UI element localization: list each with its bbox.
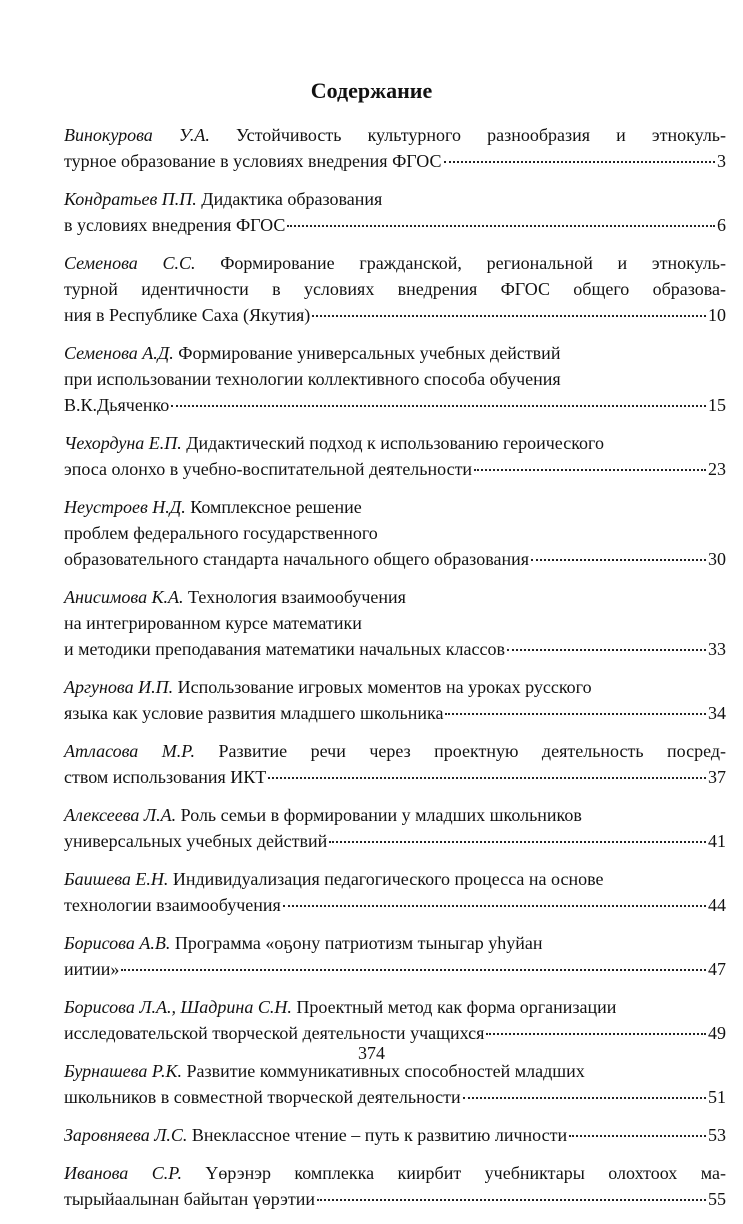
toc-entry-title: турной идентичности в условиях внедрения ФГОС общего образова- [64,279,726,299]
toc-entry-author: Аргунова И.П. [64,677,174,697]
toc-entry [64,250,726,328]
toc-entry-author: Алексеева Л.А. [64,805,177,825]
toc-entry-page: 53 [708,1125,726,1145]
toc-entry-author: Атласова М.Р. [64,741,195,761]
toc-entry-line [64,546,726,572]
toc-entry-author: Анисимова К.А. [64,587,184,607]
toc-entry-line [64,764,726,790]
toc-entry-line [64,738,726,764]
toc-entry-author: Чехордуна Е.П. [64,433,182,453]
toc-entry-title: Внеклассное чтение – путь к развитию личности [191,1125,568,1145]
toc-entry-title: исследовательской творческой деятельности учащихся [64,1023,485,1043]
toc-entry-page: 41 [708,831,726,851]
toc-entry-line [64,212,726,238]
toc-entry-page: 10 [708,305,726,325]
toc-entry-line [64,276,726,302]
toc-entry-title: на интегрированном курсе математики [64,613,362,633]
toc-entry-title: Формирование универсальных учебных действий [178,343,561,363]
toc-entry [64,994,726,1046]
toc-entry-title: тырыйаалынан байытан үөрэтии [64,1189,316,1209]
toc-entry-author: Семенова С.С. [64,253,196,273]
toc-entry-author: Борисова А.В. [64,933,171,953]
dot-leader [507,649,706,651]
toc-entry [64,674,726,726]
toc-entry-author: Иванова С.Р. [64,1163,182,1183]
toc-entry-line [64,930,726,956]
toc-entry [64,494,726,572]
toc-entry-line [64,430,726,456]
toc-entry-title: Использование игровых моментов на уроках русского [177,677,592,697]
toc-entry-author: Заровняева Л.С. [64,1125,188,1145]
toc-entry-line [64,494,726,520]
toc-entry [64,584,726,662]
toc-entry-line [64,994,726,1020]
toc-entry-line [64,302,726,328]
toc-entry-line [64,584,726,610]
toc-entry-line [64,456,726,482]
toc-entry-line [64,956,726,982]
dot-leader [474,469,706,471]
page-number: 374 [358,1043,385,1063]
toc-entry [64,1160,726,1212]
toc-entry-page: 51 [708,1087,726,1107]
toc-entry-title: Программа «оҕону патриотизм тыныгар уһуйан [174,933,543,953]
toc-entry-line [64,866,726,892]
toc-entry-page: 3 [717,151,726,171]
toc-entry-title: эпоса олонхо в учебно-воспитательной деятельности [64,459,473,479]
toc-entry-title: Технология взаимообучения [188,587,406,607]
toc-entry-page: 15 [708,395,726,415]
toc-entry-title: Комплексное решение [190,497,362,517]
dot-leader [171,405,706,407]
toc-entry-author: Борисова Л.А., Шадрина С.Н. [64,997,292,1017]
toc-entry-author: Семенова А.Д. [64,343,174,363]
dot-leader [268,777,706,779]
toc-entry-title: иитии» [64,959,120,979]
toc-entry-page: 47 [708,959,726,979]
toc-entry-title: ния в Республике Саха (Якутия) [64,305,311,325]
toc-entry-title: при использовании технологии коллективного способа обучения [64,369,561,389]
toc-entry-page: 30 [708,549,726,569]
toc-entry-title: Дидактический подход к использованию героического [186,433,604,453]
toc-entry-title: Роль семьи в формировании у младших школьников [180,805,582,825]
toc-entry-line [64,122,726,148]
toc-entry-page: 49 [708,1023,726,1043]
toc-entry [64,122,726,174]
toc-entry-author: Бурнашева Р.К. [64,1061,182,1081]
toc-entry-title: универсальных учебных действий [64,831,328,851]
dot-leader [283,905,706,907]
toc-entry-title: Формирование гражданской, региональной и этнокуль- [220,253,726,273]
dot-leader [121,969,706,971]
toc-entry-line [64,366,726,392]
toc-entry-line [64,892,726,918]
toc-entry-title: Индивидуализация педагогического процесса на основе [172,869,604,889]
toc-entry-page: 44 [708,895,726,915]
toc-entry [64,930,726,982]
toc-entry-title: Үөрэнэр комплекка киирбит учебниктары олохтоох ма- [205,1163,726,1183]
toc-entry [64,738,726,790]
toc-entry-author: Неустроев Н.Д. [64,497,186,517]
toc-entry-author: Кондратьев П.П. [64,189,197,209]
toc-entry-line [64,520,726,546]
toc-entry-page: 34 [708,703,726,723]
toc-entry-page: 55 [708,1189,726,1209]
toc-entry-line [64,828,726,854]
toc-entry-title: Развитие речи через проектную деятельность посред- [218,741,727,761]
dot-leader [287,225,715,227]
dot-leader [317,1199,706,1201]
toc-entry-page: 23 [708,459,726,479]
toc-entry-title: проблем федерального государственного [64,523,378,543]
toc-entry-title: и методики преподавания математики начальных классов [64,639,505,659]
dot-leader [312,315,706,317]
toc-entry-title: Развитие коммуникативных способностей младших [186,1061,585,1081]
toc-entry-page: 33 [708,639,726,659]
toc-entry-line [64,802,726,828]
dot-leader [444,161,716,163]
toc-entry-line [64,674,726,700]
toc-entry [64,430,726,482]
toc-entry-line [64,1122,726,1148]
dot-leader [569,1135,706,1137]
toc-entry-title: школьников в совместной творческой деятельности [64,1087,461,1107]
page-title: Содержание [310,78,433,103]
toc-entry-line [64,148,726,174]
dot-leader [463,1097,706,1099]
toc-entry-title: Проектный метод как форма организации [296,997,617,1017]
dot-leader [531,559,706,561]
toc-entry-line [64,1084,726,1110]
toc-entry-line [64,186,726,212]
dot-leader [445,713,706,715]
toc-entry-title: турное образование в условиях внедрения ФГОС [64,151,442,171]
toc-entry-line [64,1160,726,1186]
dot-leader [329,841,706,843]
toc-entry-page: 6 [717,215,726,235]
toc-entry [64,1122,726,1148]
toc-entry-line [64,610,726,636]
toc-entry-author: Баишева Е.Н. [64,869,169,889]
toc-entry-line [64,392,726,418]
toc-entry [64,340,726,418]
toc-entry [64,186,726,238]
toc-entry-title: образовательного стандарта начального общего образования [64,549,529,569]
toc-entry-title: в условиях внедрения ФГОС [64,215,286,235]
toc-entry-line [64,250,726,276]
toc-entry-title: ством использования ИКТ [64,767,267,787]
toc-entry-line [64,700,726,726]
toc-entry-author: Винокурова У.А. [64,125,210,145]
toc-entry-title: Дидактика образования [201,189,383,209]
toc-entry [64,866,726,918]
toc-entry-title: В.К.Дьяченко [64,395,170,415]
toc-entry-line [64,636,726,662]
toc-entry-line [64,340,726,366]
dot-leader [486,1033,706,1035]
toc-entry-line [64,1186,726,1212]
toc-entry [64,802,726,854]
toc-entry-page: 37 [708,767,726,787]
toc-entry-title: Устойчивость культурного разнообразия и этнокуль- [236,125,727,145]
toc-entry-title: технологии взаимообучения [64,895,281,915]
toc-entry-title: языка как условие развития младшего школьника [64,703,444,723]
